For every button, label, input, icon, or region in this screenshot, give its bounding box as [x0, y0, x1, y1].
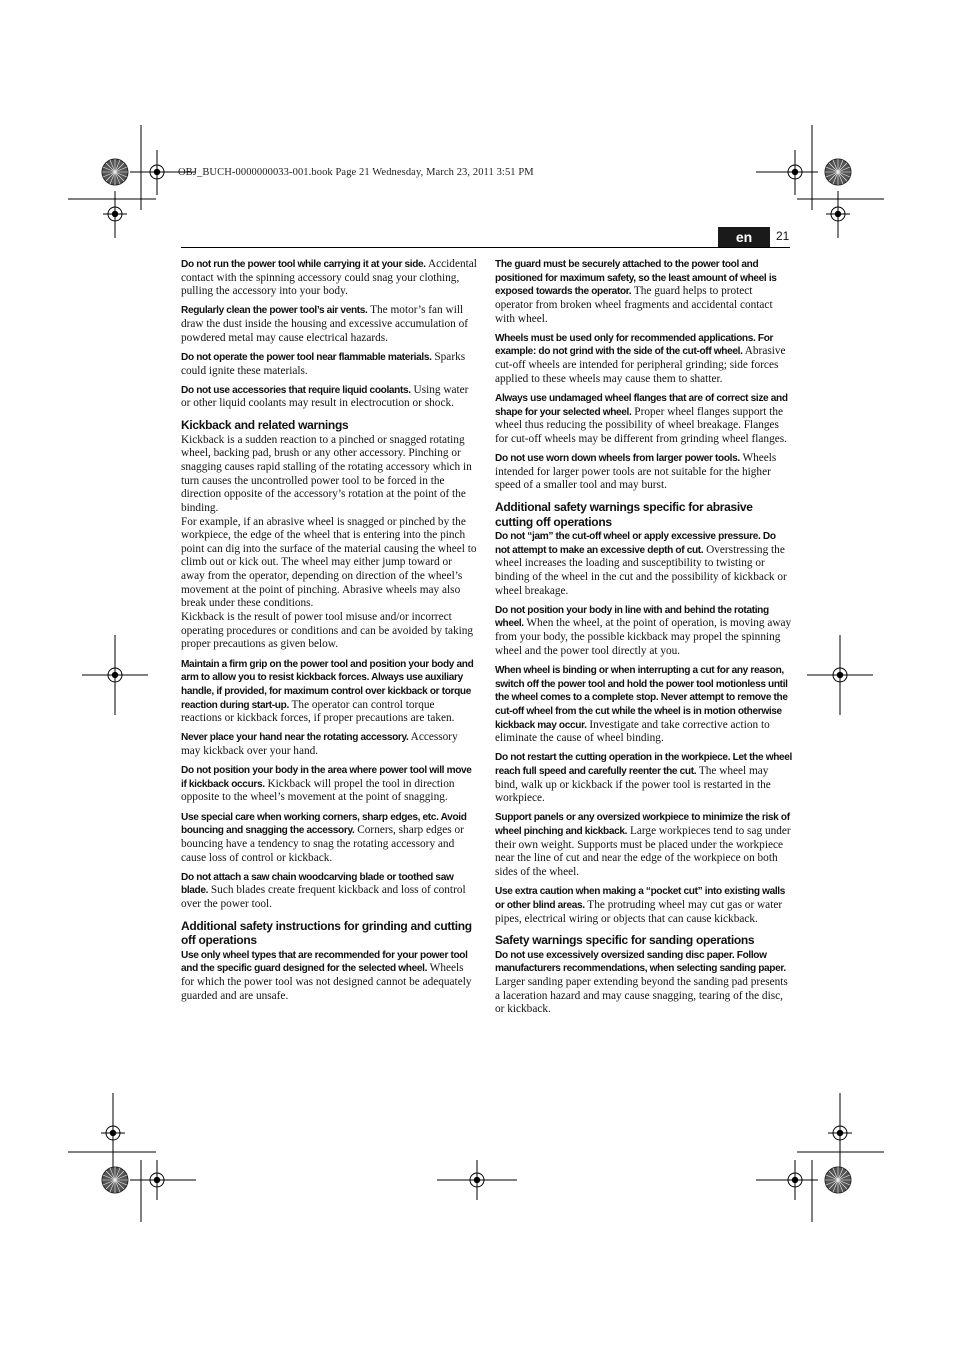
section-heading-kickback: Kickback and related warnings: [181, 418, 349, 433]
warning-paragraph: Never place your hand near the rotating accessory. Accessory may kickback over your hand.: [181, 731, 458, 757]
body-paragraph: For example, if an abrasive wheel is snagged or pinched by the workpiece, the edge of the wheel that is entering into the pinch point can dig into the surface of the material causing the wheel to climb out or kick out. The wheel may either jump toward or away from the operator, depending on direction of the wheel’s movement at the point of pinching. Abrasive wheels may also break under these conditions.: [181, 515, 477, 610]
warning-paragraph: Use extra caution when making a “pocket cut” into existing walls or other blind areas. The protruding wheel may cut gas or water pipes, electrical wiring or objects that can cause kickback.: [495, 886, 786, 925]
warning-paragraph: Do not position your body in line with and behind the rotating wheel. When the wheel, at the point of operation, is moving away from your body, the possible kickback may propel the spinning wheel and the power tool directly at you.: [495, 604, 792, 657]
warning-paragraph: The guard must be securely attached to the power tool and positioned for maximum safety, so the least amount of wheel is exposed towards the operator. The guard helps to protect operator from broken wheel fragments and accidental contact with wheel.: [495, 259, 777, 325]
body-paragraph: Kickback is a sudden reaction to a pinched or snagged rotating wheel, backing pad, brush or any other accessory. Pinching or snagging causes rapid stalling of the rotating accessory which in turn causes the uncontrolled power tool to be forced in the direction opposite of the accessory’s rotation at the point of the binding.: [181, 433, 472, 514]
warning-paragraph: Do not “jam” the cut-off wheel or apply excessive pressure. Do not attempt to make an excessive depth of cut. Overstressing the wheel increases the loading and susceptibility to twisting or binding of the wheel in the cut and the possibility of kickback or wheel breakage.: [495, 531, 787, 597]
warning-paragraph: Do not operate the power tool near flammable materials. Sparks could ignite these materials.: [181, 350, 466, 377]
warning-paragraph: Do not use worn down wheels from larger power tools. Wheels intended for larger power tools are not suitable for the higher speed of a smaller tool and may burst.: [495, 452, 777, 492]
warning-paragraph: Do not restart the cutting operation in the workpiece. Let the wheel reach full speed and carefully reenter the cut. The wheel may bind, walk up or kickback if the power tool is restarted in the workpiece.: [495, 752, 792, 805]
warning-paragraph: When wheel is binding or when interrupting a cut for any reason, switch off the power tool and hold the power tool motionless until the wheel comes to a complete stop. Never attempt to remove the cut-off wheel from the cut while the wheel is in motion otherwise kickback may occur. Investigate and take corrective action to eliminate the cause of wheel binding.: [495, 664, 788, 745]
warning-paragraph: Always use undamaged wheel flanges that are of correct size and shape for your selected wheel. Proper wheel flanges support the wheel thus reducing the possibility of wheel breakage. Flanges for cut-off wheels may be different from grinding wheel flanges.: [495, 392, 788, 445]
right-column: [495, 258, 792, 1023]
section-heading-sanding: Safety warnings specific for sanding operations: [495, 933, 755, 948]
warning-paragraph: Maintain a firm grip on the power tool and position your body and arm to allow you to resist kickback forces. Always use auxiliary handle, if provided, for maximum control over kickback or torque reaction during start-up. The operator can control torque reactions or kickback forces, if proper precautions are taken.: [181, 658, 474, 725]
left-column: [181, 258, 478, 1009]
page-number: 21: [776, 229, 790, 243]
section-heading-cutting-off: Additional safety warnings specific for abrasive cutting off operations: [495, 500, 753, 529]
warning-paragraph: Support panels or any oversized workpiece to minimize the risk of wheel pinching and kickback. Large workpieces tend to sag under their own weight. Supports must be placed under the workpiece near the line of cut and near the edge of the workpiece on both sides of the wheel.: [495, 812, 791, 879]
warning-paragraph: Do not position your body in the area where power tool will move if kickback occurs. Kickback will propel the tool in direction opposite to the wheel’s movement at the point of snagging.: [181, 765, 472, 804]
warning-paragraph: Do not attach a saw chain woodcarving blade or toothed saw blade. Such blades create frequent kickback and loss of control over the power tool.: [181, 871, 466, 911]
warning-paragraph: Regularly clean the power tool’s air vents. The motor’s fan will draw the dust inside the housing and excessive accumulation of powdered metal may cause electrical hazards.: [181, 304, 469, 344]
body-paragraph: Kickback is the result of power tool misuse and/or incorrect operating procedures or conditions and can be avoided by taking proper precautions as given below.: [181, 611, 474, 651]
section-heading-grinding: Additional safety instructions for grinding and cutting off operations: [181, 918, 472, 948]
warning-paragraph: Use only wheel types that are recommended for your power tool and the specific guard designed for the selected wheel. Wheels for which the power tool was not designed cannot be adequately guarded and are unsafe.: [181, 949, 472, 1002]
print-file-info: OBJ_BUCH-0000000033-001.book Page 21 Wednesday, March 23, 2011 3:51 PM: [178, 167, 534, 178]
warning-paragraph: Do not use accessories that require liquid coolants. Using water or other liquid coolants may result in electrocution or shock.: [181, 383, 469, 410]
warning-paragraph: Use special care when working corners, sharp edges, etc. Avoid bouncing and snagging the accessory. Corners, sharp edges or bouncing have a tendency to snag the rotating accessory and cause loss of control or kickback.: [181, 811, 467, 864]
header-rule: [181, 247, 790, 248]
warning-paragraph: Wheels must be used only for recommended applications. For example: do not grind with the side of the cut-off wheel. Abrasive cut-off wheels are intended for peripheral grinding; side forces applied to these wheels may cause them to shatter.: [495, 332, 786, 385]
language-badge: en: [718, 227, 770, 247]
warning-paragraph: Do not run the power tool while carrying it at your side. Accidental contact with the spinning accessory could snag your clothing, pulling the accessory into your body.: [181, 258, 477, 298]
warning-paragraph: Do not use excessively oversized sanding disc paper. Follow manufacturers recommendations, when selecting sanding paper. Larger sanding paper extending beyond the sanding pad presents a laceration hazard and may cause snagging, tearing of the disc, or kickback.: [495, 949, 788, 1016]
